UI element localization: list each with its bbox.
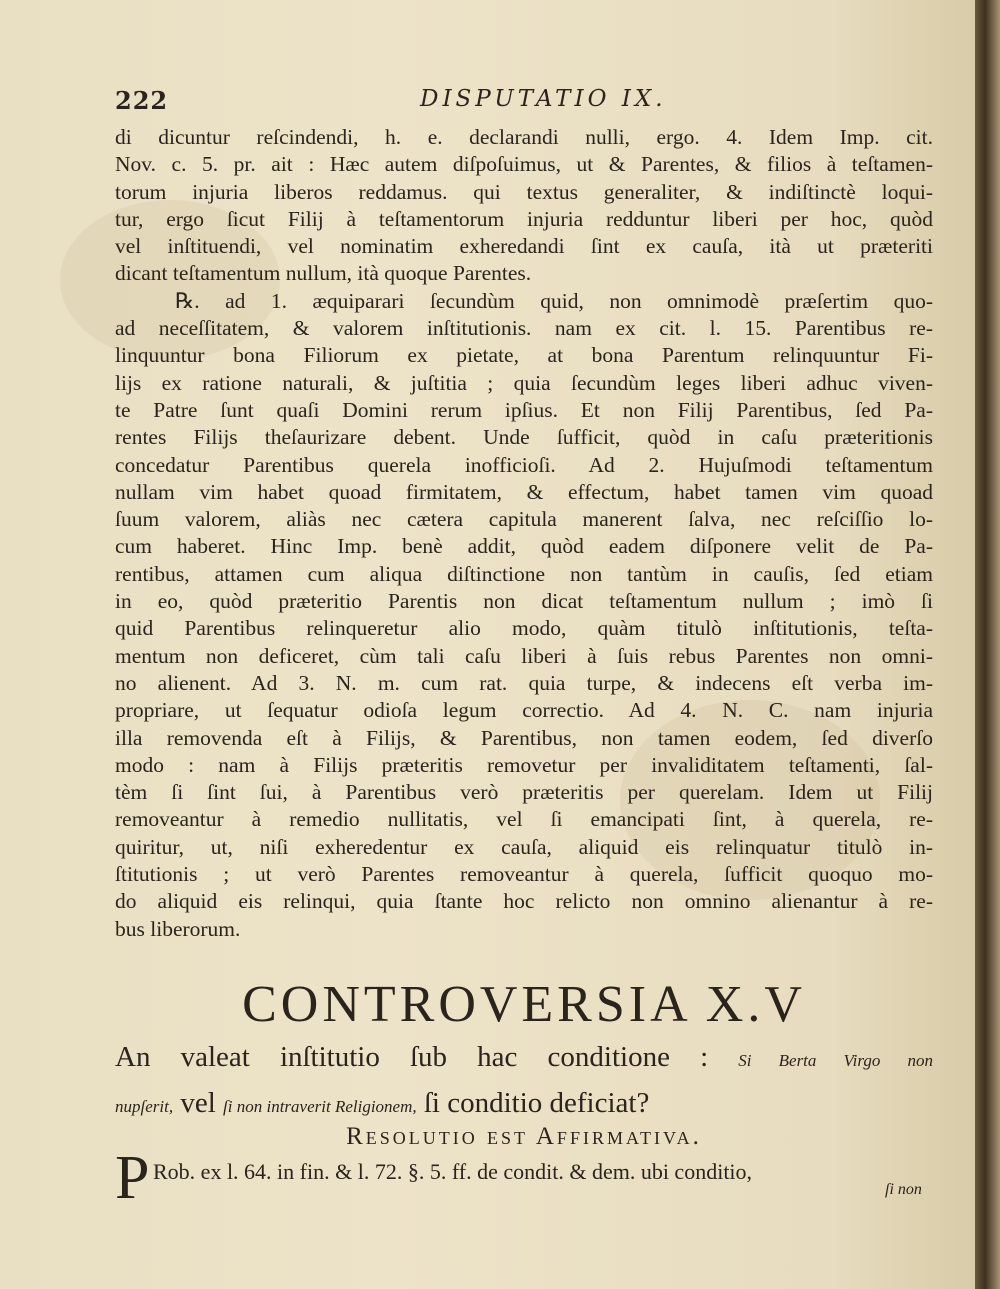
text-line: removeantur à remedio nullitatis, vel ſi emancipati ſint, à querela, re-	[115, 807, 933, 832]
text-line: do aliquid eis relinqui, quia ſtante hoc relicto non omnino alienantur à re-	[115, 889, 933, 914]
book-gutter	[975, 0, 1000, 1289]
text-line: bus liberorum.	[115, 916, 241, 941]
text-line: propriare, ut ſequatur odioſa legum correctio. Ad 4. N. C. nam injuria	[115, 698, 933, 723]
controversia-heading: CONTROVERSIA X.V	[242, 976, 806, 1033]
text-line: ſtitutionis ; ut verò Parentes removeantur à querela, ſufficit quoquo mo-	[115, 862, 933, 887]
text-line: torum injuria liberos reddamus. qui textus generaliter, & indiſtinctè loqui-	[115, 179, 933, 204]
text-line: concedatur Parentibus querela inofficioſi. Ad 2. Hujuſmodi teſtamentum	[115, 452, 933, 477]
text-line: illa removenda eſt à Filijs, & Parentibus, non tamen eodem, ſed diverſo	[115, 725, 933, 750]
text-line: tèm ſi ſint ſui, à Parentibus verò præteritis per querelam. Idem ut Filij	[115, 780, 933, 805]
final-line: Rob. ex l. 64. in fin. & l. 72. §. 5. ff. de condit. & dem. ubi conditio,	[153, 1159, 753, 1184]
text-line: tur, ergo ſicut Filij à teſtamentorum injuria redduntur liberi per hoc, quòd	[115, 206, 933, 231]
catchword: ſi non	[885, 1181, 922, 1198]
text-line: Nov. c. 5. pr. ait : Hæc autem diſpoſuimus, ut & Parentes, & filios à teſtamen-	[115, 152, 933, 177]
text-line: no alienent. Ad 3. N. m. cum rat. quia turpe, & indecens eſt verba im-	[115, 670, 933, 695]
body-text	[115, 124, 933, 943]
question-text: ſi conditio deficiat?	[423, 1087, 650, 1119]
text-line: ſuum valorem, aliàs nec cætera capitula manerent ſalva, nec reſciſſio lo-	[115, 507, 933, 532]
text-line: mentum non deficeret, cùm tali caſu liberi à ſuis rebus Parentes non omni-	[115, 643, 933, 668]
text-line: quiritur, ut, niſi exheredentur ex cauſa, aliquid eis relinquatur titulò in-	[115, 834, 933, 859]
text-line: quid Parentibus relinqueretur alio modo, quàm titulò inſtitutionis, teſta-	[115, 616, 933, 641]
text-line: in eo, quòd præteritio Parentis non dicat teſtamentum nullum ; imò ſi	[115, 589, 933, 614]
resolutio-heading: Resolutio est Affirmativa.	[346, 1123, 702, 1150]
text-line: vel inſtituendi, vel nominatim exheredandi ſint ex cauſa, ità ut præteriti	[115, 234, 933, 259]
question-line-2	[115, 1082, 933, 1128]
text-line: lijs ex ratione naturali, & juſtitia ; quia ſecundùm leges liberi adhuc viven-	[115, 370, 933, 395]
text-line: cum haberet. Hinc Imp. benè addit, quòd eadem diſponere velit de Pa-	[115, 534, 933, 559]
running-title: DISPUTATIO IX.	[420, 86, 667, 112]
text-line: linquuntur bona Filiorum ex pietate, at bona Parentum relinquuntur Fi-	[115, 343, 933, 368]
text-line: modo : nam à Filijs præteritis removetur per invaliditatem teſtamenti, ſal-	[115, 752, 933, 777]
page-header	[115, 86, 935, 116]
text-line: te Patre ſunt quaſi Domini rerum ipſius. Et non Filij Parentibus, ſed Pa-	[115, 397, 933, 422]
drop-cap: P	[115, 1144, 150, 1212]
question-line-1	[115, 1036, 933, 1082]
text-line: ad neceſſitatem, & valorem inſtitutionis. nam ex cit. l. 15. Parentibus re-	[115, 316, 933, 341]
question-text: vel	[180, 1087, 216, 1119]
text-line: rentibus, attamen cum aliqua diſtinctione non tantùm in cauſis, ſed etiam	[115, 561, 933, 586]
text-line: di dicuntur reſcindendi, h. e. declarandi nulli, ergo. 4. Idem Imp. cit.	[115, 125, 933, 149]
text-line: dicant teſtamentum nullum, ità quoque Parentes.	[115, 261, 532, 286]
question-text: An valeat inſtitutio ſub hac conditione :	[115, 1041, 709, 1073]
final-paragraph	[115, 1144, 933, 1215]
controversia-question	[115, 1036, 933, 1128]
text-line: rentes Filijs theſaurizare debent. Unde ſufficit, quòd in caſu præteritionis	[115, 425, 933, 450]
question-italic: ſi non intraverit Religionem,	[223, 1097, 417, 1116]
page-number: 222	[115, 86, 169, 115]
question-italic: Si Berta Virgo non	[738, 1051, 934, 1070]
text-line: ℞. ad 1. æquiparari ſecundùm quid, non omnimodè præſertim quo-	[175, 288, 933, 313]
text-line: nullam vim habet quoad firmitatem, & effectum, habet tamen vim quoad	[115, 479, 933, 504]
question-italic: nupſerit,	[115, 1097, 174, 1116]
